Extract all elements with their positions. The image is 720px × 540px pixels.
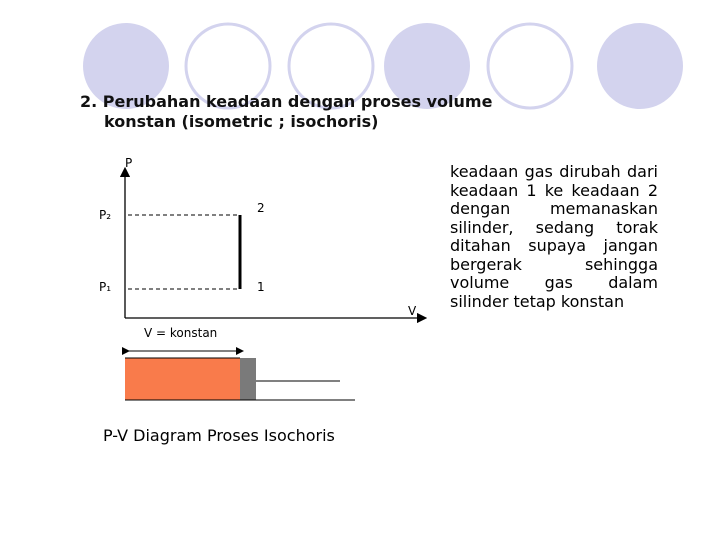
state-1-label: 1 xyxy=(257,280,265,294)
piston xyxy=(240,358,256,400)
process-description: keadaan gas dirubah dari keadaan 1 ke keadaan 2 dengan memanaskan silinder, sedang torak ditahan supaya jangan bergerak sehingga volume gas dalam silinder tetap konstan xyxy=(450,162,658,311)
diagram-caption: P-V Diagram Proses Isochoris xyxy=(103,426,335,445)
p-axis-label: P xyxy=(125,156,133,170)
gas-volume xyxy=(125,358,240,400)
state-2-label: 2 xyxy=(257,201,265,215)
pv-diagram-graphic xyxy=(90,150,440,410)
p1-label: P₁ xyxy=(99,280,112,294)
v-axis-label: V xyxy=(408,304,417,318)
circle-filled-3 xyxy=(597,23,683,109)
slide-heading xyxy=(80,92,600,132)
heading-line-1: 2. Perubahan keadaan dengan proses volume xyxy=(80,92,493,111)
pv-diagram xyxy=(90,150,440,410)
heading-line-2: konstan (isometric ; isochoris) xyxy=(104,112,379,131)
volume-constant-label: V = konstan xyxy=(144,326,218,340)
p2-label: P₂ xyxy=(99,208,112,222)
